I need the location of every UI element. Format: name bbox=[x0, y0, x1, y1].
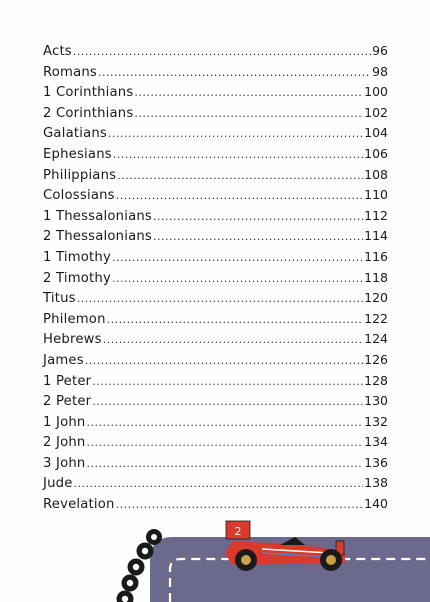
toc-page-number: 122 bbox=[364, 310, 388, 326]
toc-book-name: 1 Corinthians bbox=[43, 85, 134, 101]
toc-book-name: 1 Thessalonians bbox=[43, 208, 152, 224]
dot-leader bbox=[117, 169, 363, 182]
toc-book-name: Romans bbox=[43, 64, 97, 80]
toc-entry[interactable] bbox=[43, 228, 388, 249]
toc-book-name: Philippians bbox=[43, 167, 117, 183]
toc-page-number: 124 bbox=[364, 331, 388, 347]
toc-book-name: 2 John bbox=[43, 435, 86, 451]
dot-leader bbox=[92, 375, 363, 388]
dot-leader bbox=[134, 86, 363, 99]
toc-entry[interactable] bbox=[43, 331, 388, 352]
toc-book-name: 1 Peter bbox=[43, 373, 92, 389]
race-track-illustration bbox=[0, 515, 430, 602]
car-number: 2 bbox=[234, 525, 242, 538]
toc-page-number: 100 bbox=[364, 84, 388, 100]
toc-page-number: 112 bbox=[364, 207, 388, 223]
toc-book-name: Philemon bbox=[43, 311, 106, 327]
toc-entry[interactable] bbox=[43, 352, 388, 373]
toc-entry[interactable] bbox=[43, 496, 388, 517]
toc-book-name: Galatians bbox=[43, 126, 107, 142]
toc-page-number: 114 bbox=[364, 228, 388, 244]
toc-page-number: 138 bbox=[364, 475, 388, 491]
dot-leader bbox=[77, 292, 363, 305]
toc-entry[interactable] bbox=[43, 249, 388, 270]
dot-leader bbox=[116, 498, 364, 511]
toc-page-number: 106 bbox=[364, 145, 388, 161]
toc-entry[interactable] bbox=[43, 208, 388, 229]
toc-entry[interactable] bbox=[43, 290, 388, 311]
toc-page-number: 140 bbox=[364, 496, 388, 512]
toc-page-number: 130 bbox=[364, 393, 388, 409]
toc-book-name: Titus bbox=[43, 291, 76, 307]
toc-entry[interactable] bbox=[43, 167, 388, 188]
toc-book-name: 2 Corinthians bbox=[43, 105, 134, 121]
dot-leader bbox=[134, 107, 363, 120]
dot-leader bbox=[86, 436, 363, 449]
toc-page-number: 126 bbox=[364, 351, 388, 367]
toc-book-name: 3 John bbox=[43, 455, 86, 471]
toc-book-name: 1 John bbox=[43, 414, 86, 430]
toc-entry[interactable] bbox=[43, 146, 388, 167]
toc-book-name: James bbox=[43, 352, 84, 368]
dot-leader bbox=[116, 189, 363, 202]
dot-leader bbox=[85, 354, 363, 367]
dot-leader bbox=[86, 416, 363, 429]
toc-entry[interactable] bbox=[43, 64, 388, 85]
toc-entry[interactable] bbox=[43, 311, 388, 332]
toc-page-number: 110 bbox=[364, 187, 388, 203]
toc-entry[interactable] bbox=[43, 105, 388, 126]
toc-page-number: 108 bbox=[364, 166, 388, 182]
toc-page-number: 128 bbox=[364, 372, 388, 388]
toc-book-name: Jude bbox=[43, 476, 73, 492]
table-of-contents bbox=[43, 43, 388, 517]
toc-book-name: 2 Thessalonians bbox=[43, 229, 152, 245]
dot-leader bbox=[92, 395, 363, 408]
toc-page-number: 118 bbox=[364, 269, 388, 285]
dot-leader bbox=[103, 333, 363, 346]
toc-book-name: Ephesians bbox=[43, 146, 112, 162]
dot-leader bbox=[108, 127, 363, 140]
toc-book-name: 1 Timothy bbox=[43, 249, 111, 265]
toc-page-number: 96 bbox=[372, 43, 388, 58]
dot-leader bbox=[112, 251, 363, 264]
toc-entry[interactable] bbox=[43, 434, 388, 455]
toc-entry[interactable] bbox=[43, 43, 388, 64]
toc-book-name: Revelation bbox=[43, 497, 115, 513]
toc-book-name: 2 Peter bbox=[43, 394, 92, 410]
toc-book-name: Colossians bbox=[43, 188, 115, 204]
toc-entry[interactable] bbox=[43, 270, 388, 291]
toc-entry[interactable] bbox=[43, 125, 388, 146]
toc-page-number: 104 bbox=[364, 125, 388, 141]
dot-leader bbox=[74, 477, 364, 490]
toc-entry[interactable] bbox=[43, 393, 388, 414]
toc-entry[interactable] bbox=[43, 475, 388, 496]
toc-entry[interactable] bbox=[43, 414, 388, 435]
toc-entry[interactable] bbox=[43, 455, 388, 476]
dot-leader bbox=[112, 272, 363, 285]
toc-entry[interactable] bbox=[43, 187, 388, 208]
dot-leader bbox=[153, 210, 363, 223]
toc-page-number: 136 bbox=[364, 454, 388, 470]
toc-page-number: 120 bbox=[364, 290, 388, 306]
toc-book-name: 2 Timothy bbox=[43, 270, 111, 286]
toc-entry[interactable] bbox=[43, 373, 388, 394]
toc-page-number: 132 bbox=[364, 413, 388, 429]
toc-page-number: 98 bbox=[372, 63, 388, 79]
toc-book-name: Hebrews bbox=[43, 332, 102, 348]
toc-book-name: Acts bbox=[43, 44, 72, 59]
toc-page-number: 134 bbox=[364, 434, 388, 450]
dot-leader bbox=[98, 66, 371, 79]
dot-leader bbox=[73, 45, 371, 58]
dot-leader bbox=[107, 313, 364, 326]
toc-page-number: 102 bbox=[364, 104, 388, 120]
dot-leader bbox=[86, 457, 363, 470]
toc-entry[interactable] bbox=[43, 84, 388, 105]
toc-page-number: 116 bbox=[364, 248, 388, 264]
dot-leader bbox=[153, 230, 363, 243]
dot-leader bbox=[113, 148, 363, 161]
